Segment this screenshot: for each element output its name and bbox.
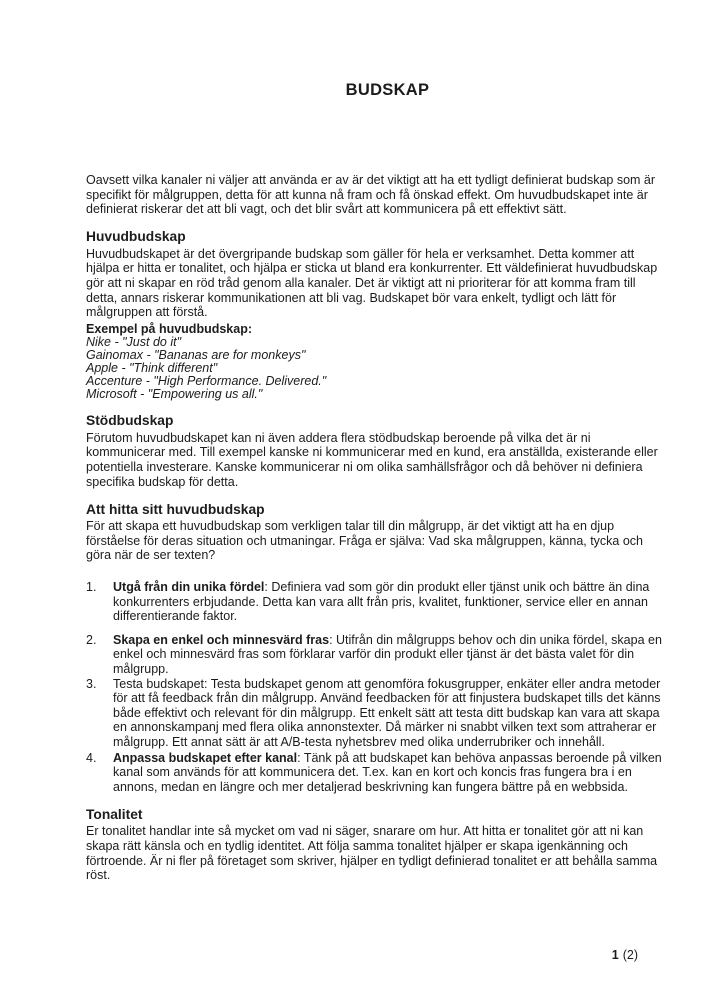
- example-slogan: Accenture - "High Performance. Delivered.": [86, 374, 327, 389]
- paragraph-tonalitet: Er tonalitet handlar inte så mycket om vad ni säger, snarare om hur. Att hitta er tonalitet gör att ni kan skapa rätt känsla och en tydlig identitet. Att följa samma tonalitet hjälper er skapa igenkänning och förtroende. Är ni fler på företaget som skriver, hjälper en tydligt definierad tonalitet er att behålla samma röst.: [86, 824, 658, 883]
- list-item-body: Testa budskapet: Testa budskapet genom att genomföra fokusgrupper, enkäter eller andra metoder för att få feedback från din målgrupp. Använd feedbacken för att finjustera budskapet tills det känns både effektivt och relevant för din målgrupp. Ett enkelt sätt att testa ditt budskap kan vara att skapa en annonskampanj med flera olika annonstexter. Då märker ni snabbt vilken text som attraherar er målgrupp. Ett annat sätt är att A/B-testa nyhetsbrev med olika underrubriker och innehåll.: [113, 676, 661, 749]
- list-item-lead: Anpassa budskapet efter kanal: [113, 750, 298, 765]
- list-item-number: 4.: [86, 750, 97, 765]
- example-slogan: Apple - "Think different": [86, 361, 218, 376]
- list-item-body: : Definiera vad som gör din produkt eller tjänst unik och bättre än dina konkurrenters erbjudande. Detta kan vara allt från pris, kvalitet, funktioner, service eller en annan differentierande faktor.: [113, 580, 650, 624]
- list-item-lead: Skapa en enkel och minnesvärd fras: [113, 632, 330, 647]
- example-slogan-list: [86, 336, 664, 401]
- list-item: [86, 677, 664, 750]
- list-item: [86, 751, 664, 795]
- list-item-text: [113, 677, 664, 750]
- example-slogan: Gainomax - "Bananas are for monkeys": [86, 348, 306, 363]
- heading-att-hitta-sitt-huvudbudskap: Att hitta sitt huvudbudskap: [86, 501, 265, 517]
- list-item-body: : Tänk på att budskapet kan behöva anpassas beroende på vilken kanal som används för att kommunicera det. T.ex. kan en kort och koncis fras fungera bra i en annons, medan en längre och mer detaljerad beskrivning kan fungera bättre på en webbsida.: [113, 750, 662, 794]
- list-item-body: : Utifrån din målgrupps behov och din unika fördel, skapa en enkel och minnesvärd fras som förklarar varför din produkt eller tjänst är det bästa valet för din målgrupp.: [113, 632, 662, 676]
- heading-huvudbudskap: Huvudbudskap: [86, 229, 186, 245]
- current-page-number: 1: [611, 948, 619, 962]
- list-item-number: 3.: [86, 676, 97, 691]
- list-item-number: 1.: [86, 580, 97, 595]
- intro-paragraph: Oavsett vilka kanaler ni väljer att använda er av är det viktigt att ha ett tydligt definierat budskap som är specifikt för målgruppen, detta för att kunna nå fram och få önskad effekt. Om huvudbudskapet inte är definierat riskerar det att bli vagt, och det blir svårt att kommunicera på ett effektivt sätt.: [86, 173, 656, 217]
- page-number: [612, 948, 638, 963]
- page-title: BUDSKAP: [345, 81, 430, 99]
- list-item-lead: Utgå från din unika fördel: [113, 580, 265, 595]
- heading-tonalitet: Tonalitet: [86, 806, 143, 822]
- list-item-text: [113, 751, 664, 795]
- paragraph-huvudbudskap: Huvudbudskapet är det övergripande budskap som gäller för hela er verksamhet. Detta kommer att hjälpa er hitta er tonalitet, och hjälpa er sticka ut bland era konkurrenter. Ett väldefinierat huvudbudskap gör att ni skapar en röd tråd genom alla kanaler. Det är viktigt att ni prioriterar för att komma fram till detta, annars riskerar kommunikationen att bli vag. Budskapet bör vara enkelt, tydligt och lätt för målgruppen att förstå.: [86, 246, 658, 320]
- heading-stodbudskap: Stödbudskap: [86, 413, 174, 429]
- list-item-text: [113, 633, 664, 677]
- numbered-list: [86, 580, 664, 794]
- list-item: [86, 580, 664, 624]
- label-exempel: Exempel på huvudbudskap:: [86, 321, 253, 336]
- total-page-count: (2): [622, 948, 638, 962]
- paragraph-stodbudskap: Förutom huvudbudskapet kan ni även addera flera stödbudskap beroende på vilka det är ni kommunicerar med. Till exempel kanske ni kommunicerar med en kund, era anställda, existerande eller potentiella investerare. Kanske kommunicerar ni om olika samhällsfrågor och då behöver ni definiera specifika budskap för detta.: [86, 430, 658, 489]
- list-item: [86, 633, 664, 677]
- list-item-text: [113, 580, 664, 624]
- list-item-number: 2.: [86, 632, 97, 647]
- example-slogan: Nike - "Just do it": [86, 335, 182, 350]
- paragraph-att-hitta: För att skapa ett huvudbudskap som verkligen talar till din målgrupp, är det viktigt att ha en djup förståelse för deras situation och utmaningar. Fråga er själva: Vad ska målgruppen, känna, tycka och göra när de ser texten?: [86, 519, 644, 563]
- example-slogan: Microsoft - "Empowering us all.": [86, 386, 263, 401]
